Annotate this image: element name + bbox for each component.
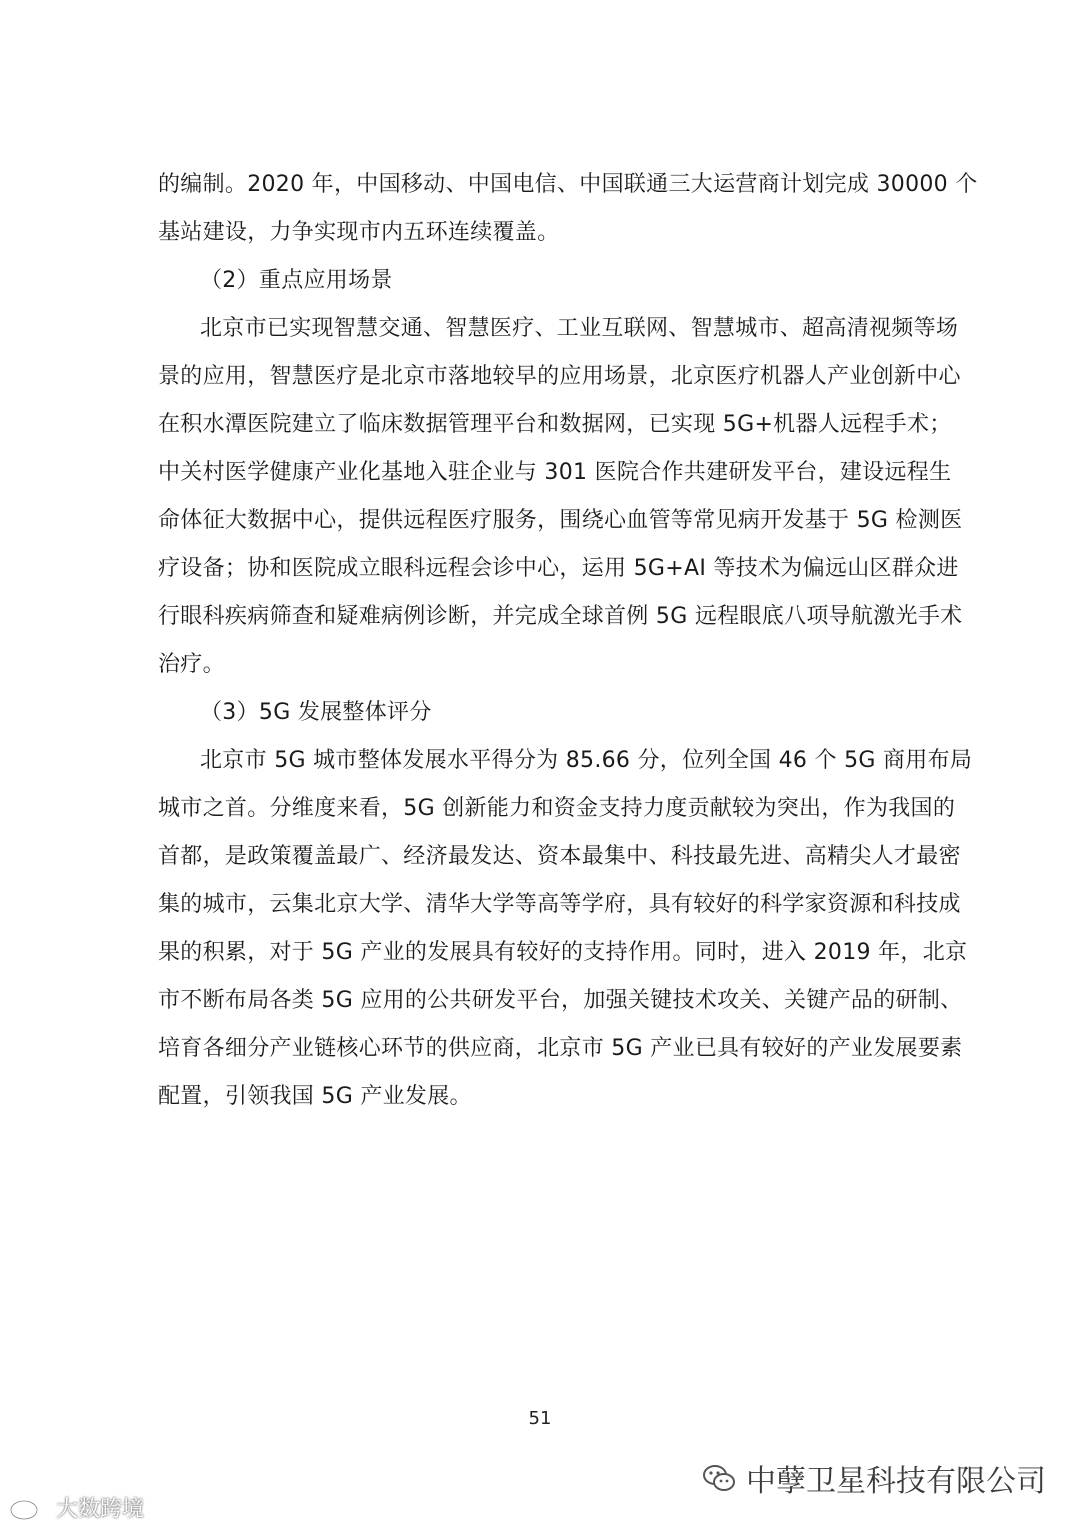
weibo-icon [8, 1493, 50, 1521]
text-line: 中关村医学健康产业化基地入驻企业与 301 医院合作共建研发平台，建设远程生 [158, 460, 952, 485]
text-line: 在积水潭医院建立了临床数据管理平台和数据网，已实现 5G+机器人远程手术； [158, 412, 952, 437]
wechat-icon [702, 1463, 736, 1493]
text-line: 城市之首。分维度来看，5G 创新能力和资金支持力度贡献较为突出，作为我国的 [158, 796, 956, 821]
text-line: 首都，是政策覆盖最广、经济最发达、资本最集中、科技最先进、高精尖人才最密 [158, 844, 961, 869]
page-number: 51 [528, 1408, 552, 1429]
text-line: 集的城市，云集北京大学、清华大学等高等学府，具有较好的科学家资源和科技成 [158, 892, 961, 917]
watermark-wechat-text: 中孽卫星科技有限公司 [746, 1464, 1046, 1499]
text-line: 果的积累，对于 5G 产业的发展具有较好的支持作用。同时，进入 2019 年，北京 [158, 940, 968, 965]
watermark-weibo [8, 1490, 144, 1524]
text-line: 培育各细分产业链核心环节的供应商，北京市 5G 产业已具有较好的产业发展要素 [158, 1036, 963, 1061]
watermark-wechat [702, 1458, 1046, 1498]
text-line: 治疗。 [158, 652, 225, 677]
text-line: 配置，引领我国 5G 产业发展。 [158, 1084, 472, 1109]
watermark-weibo-text: 大数跨境 [56, 1496, 145, 1522]
text-line: 景的应用，智慧医疗是北京市落地较早的应用场景，北京医疗机器人产业创新中心 [158, 364, 961, 389]
text-line: 行眼科疾病筛查和疑难病例诊断，并完成全球首例 5G 远程眼底八项导航激光手术 [158, 604, 963, 629]
text-line: 市不断布局各类 5G 应用的公共研发平台，加强关键技术攻关、关键产品的研制、 [158, 988, 963, 1013]
text-line: 的编制。2020 年，中国移动、中国电信、中国联通三大运营商计划完成 30000 个 [158, 172, 978, 197]
text-line: 北京市已实现智慧交通、智慧医疗、工业互联网、智慧城市、超高清视频等场 [200, 316, 959, 341]
text-line: 北京市 5G 城市整体发展水平得分为 85.66 分，位列全国 46 个 5G 商用布局 [200, 748, 973, 773]
section-heading: （3）5G 发展整体评分 [200, 700, 432, 725]
text-line: 疗设备；协和医院成立眼科远程会诊中心，运用 5G+AI 等技术为偏远山区群众进 [158, 556, 959, 581]
text-line: 基站建设，力争实现市内五环连续覆盖。 [158, 220, 560, 245]
section-heading: （2）重点应用场景 [200, 268, 393, 293]
text-line: 命体征大数据中心，提供远程医疗服务，围绕心血管等常见病开发基于 5G 检测医 [158, 508, 963, 533]
